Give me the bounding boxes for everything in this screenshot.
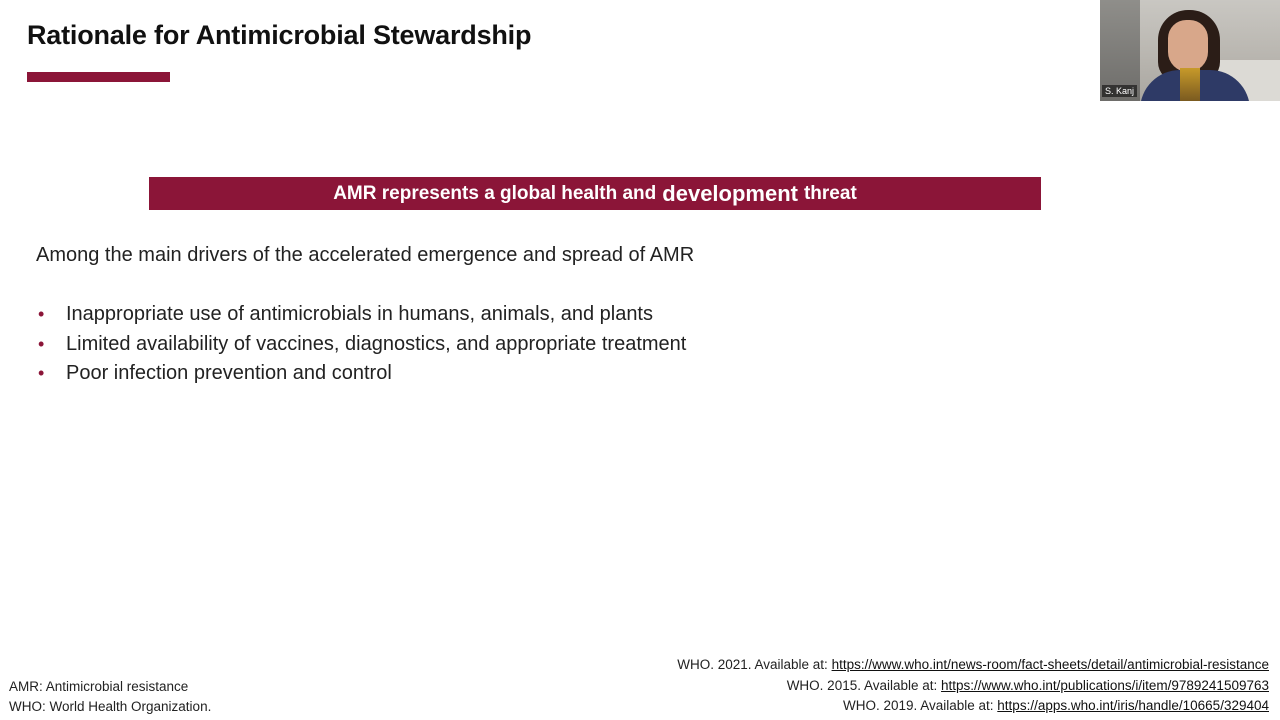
participant-name-tag: S. Kanj [1102, 85, 1137, 97]
reference-text: WHO. 2019. Available at: [842, 698, 998, 713]
participant-video-tile[interactable] [1100, 0, 1280, 101]
bullet-text: Poor infection prevention and control [66, 362, 392, 384]
abbreviation-line: WHO: World Health Organization. [9, 699, 212, 714]
bullet-dot-icon: • [38, 363, 45, 383]
bullet-text: Limited availability of vaccines, diagnostics, and appropriate treatment [66, 332, 687, 355]
slide-title: Rationale for Antimicrobial Stewardship [27, 20, 532, 50]
abbreviations [9, 677, 211, 717]
bullet-item [36, 359, 686, 389]
reference-text: WHO. 2021. Available at: [677, 657, 832, 672]
references [677, 655, 1269, 717]
reference-line [677, 696, 1269, 717]
intro-text: Among the main drivers of the accelerated emergence and spread of AMR [36, 244, 695, 266]
abbreviation-line: AMR: Antimicrobial resistance [9, 679, 189, 694]
bullet-dot-icon: • [38, 333, 45, 354]
participant-scarf [1180, 68, 1200, 101]
banner-text-emphasis: development [662, 180, 798, 206]
reference-link[interactable]: https://www.who.int/publications/i/item/9789241509763 [941, 677, 1269, 693]
reference-link[interactable]: https://www.who.int/news-room/fact-sheets/detail/antimicrobial-resistance [831, 657, 1269, 672]
banner-text-part2: threat [803, 182, 857, 204]
banner [149, 177, 1041, 210]
bullet-text: Inappropriate use of antimicrobials in humans, animals, and plants [66, 303, 653, 325]
banner-text-part1: AMR represents a global health and [333, 182, 657, 204]
reference-text: WHO. 2015. Available at: [786, 677, 942, 693]
reference-link[interactable]: https://apps.who.int/iris/handle/10665/329404 [997, 698, 1269, 713]
bullet-dot-icon: • [38, 304, 45, 324]
reference-line [677, 655, 1269, 676]
bullet-item [36, 330, 686, 360]
bullet-list [36, 300, 686, 389]
bullet-item [36, 300, 686, 330]
participant-face [1168, 20, 1208, 72]
title-underline-accent [27, 72, 170, 82]
reference-line [677, 676, 1269, 697]
